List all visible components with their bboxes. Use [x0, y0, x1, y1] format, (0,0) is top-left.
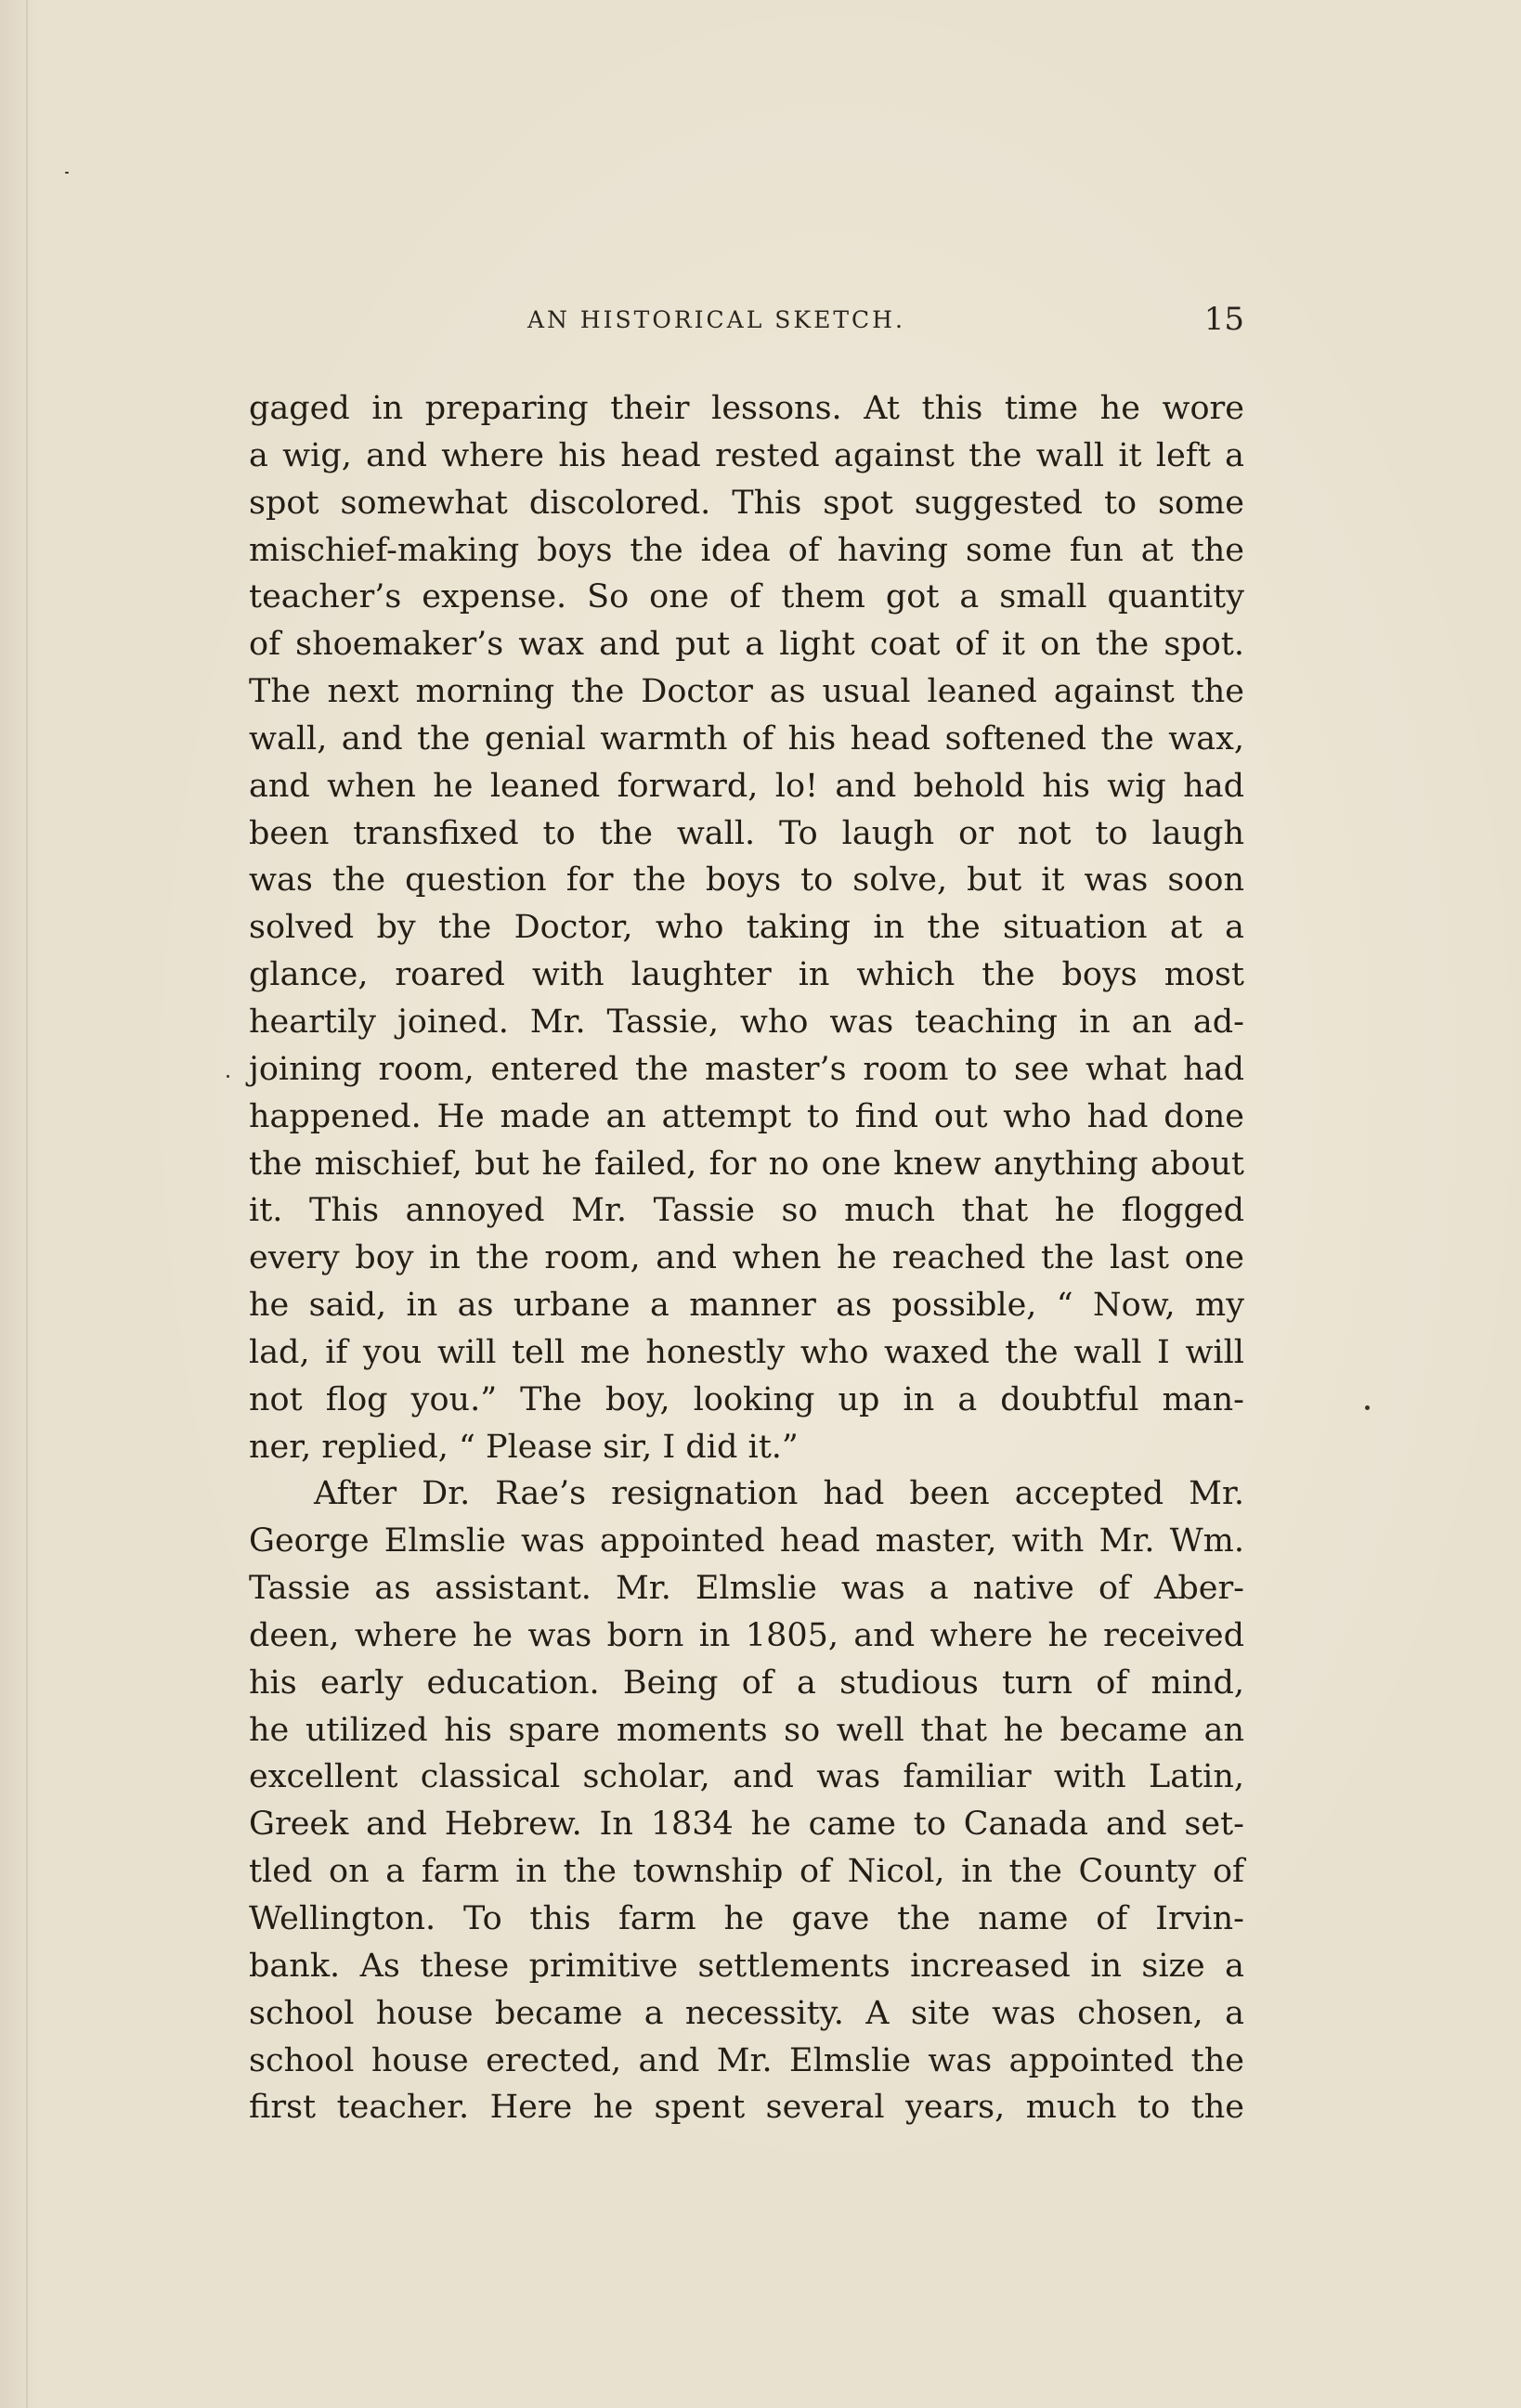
text-line: not flog you.” The boy, looking up in a doubtful man- — [249, 1380, 1244, 1418]
page-gutter-shadow — [26, 0, 28, 2408]
text-line: mischief-making boys the idea of having some fun at the — [249, 531, 1244, 569]
text-line: of shoemaker’s wax and put a light coat of it on the spot. — [249, 626, 1244, 664]
paragraph-end-line: ner, replied, “ Please sir, I did it.” — [249, 1428, 799, 1466]
text-line: George Elmslie was appointed head master, with Mr. Wm. — [249, 1522, 1244, 1560]
text-line: lad, if you will tell me honestly who waxed the wall I will — [249, 1333, 1244, 1371]
text-line: school house erected, and Mr. Elmslie was appointed the — [249, 2041, 1244, 2079]
text-line: the mischief, but he failed, for no one knew anything about — [249, 1145, 1244, 1183]
text-line: glance, roared with laughter in which the boys most — [249, 956, 1244, 994]
text-line: a wig, and where his head rested against the wall it left a — [249, 436, 1244, 474]
text-line: deen, where he was born in 1805, and where he received — [249, 1616, 1244, 1654]
text-line: his early education. Being of a studious turn of mind, — [249, 1664, 1244, 1702]
text-line: he utilized his spare moments so well that he became an — [249, 1711, 1244, 1749]
text-line: school house became a necessity. A site was chosen, a — [249, 1994, 1244, 2032]
paper-speck — [65, 172, 69, 174]
text-line: spot somewhat discolored. This spot suggested to some — [249, 484, 1244, 522]
text-line: it. This annoyed Mr. Tassie so much that he flogged — [249, 1192, 1244, 1230]
text-line: tled on a farm in the township of Nicol, in the County of — [249, 1853, 1244, 1891]
running-title: AN HISTORICAL SKETCH. — [527, 306, 905, 333]
text-line: every boy in the room, and when he reached the last one — [249, 1239, 1244, 1277]
text-line: happened. He made an attempt to find out who had done — [249, 1097, 1244, 1135]
text-line: Greek and Hebrew. In 1834 he came to Canada and set- — [249, 1806, 1244, 1844]
text-line: heartily joined. Mr. Tassie, who was teaching in an ad- — [249, 1003, 1244, 1041]
text-line: wall, and the genial warmth of his head softened the wax, — [249, 719, 1244, 757]
text-line: Wellington. To this farm he gave the name of Irvin- — [249, 1900, 1244, 1937]
body-text — [249, 385, 1244, 2131]
text-line: he said, in as urbane a manner as possible, “ Now, my — [249, 1287, 1244, 1325]
paper-speck — [227, 1075, 229, 1078]
text-line: was the question for the boys to solve, but it was soon — [249, 861, 1244, 900]
text-line: been transfixed to the wall. To laugh or not to laugh — [249, 814, 1244, 852]
paragraph-start-line: After Dr. Rae’s resignation had been accepted Mr. — [314, 1475, 1244, 1513]
text-line: bank. As these primitive settlements increased in size a — [249, 1947, 1244, 1985]
paper-speck — [1365, 1405, 1370, 1410]
text-line: The next morning the Doctor as usual leaned against the — [249, 673, 1244, 711]
text-line: and when he leaned forward, lo! and behold his wig had — [249, 767, 1244, 805]
running-header — [249, 301, 1244, 343]
page-number: 15 — [1203, 301, 1244, 338]
text-line: first teacher. Here he spent several years, much to the — [249, 2089, 1244, 2127]
text-line: Tassie as assistant. Mr. Elmslie was a native of Aber- — [249, 1570, 1244, 1608]
text-line: gaged in preparing their lessons. At this time he wore — [249, 390, 1244, 427]
text-line: teacher’s expense. So one of them got a small quantity — [249, 578, 1244, 616]
text-line: joining room, entered the master’s room to see what had — [249, 1050, 1244, 1088]
text-line: solved by the Doctor, who taking in the situation at a — [249, 909, 1244, 947]
text-line: excellent classical scholar, and was familiar with Latin, — [249, 1758, 1244, 1796]
